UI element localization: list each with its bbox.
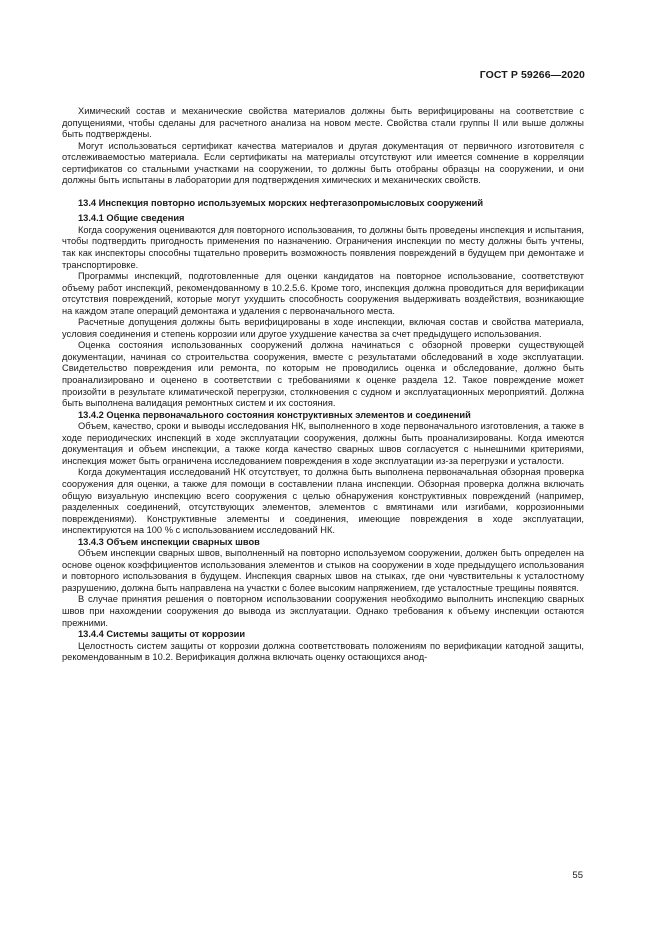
paragraph: Когда сооружения оцениваются для повторного использования, то должны быть проведены инспекция и испытания, чтобы подтвердить пригодность применения по назначению. Ограничения инспекции по месту должны быть учтены, так как инспекторы способны тщательно проверить возможность появления повреждений в будущем при демонтаже и транспортировке.: [62, 224, 584, 270]
paragraph: Объем инспекции сварных швов, выполненный на повторно используемом сооружении, должен быть определен на основе оценок коэффициентов использования элементов и стыков на сооружении в ходе предыдущего использования и повторного использования в будущем. Инспекция сварных швов на стыках, где они чувствительны к усталостному разрушению, должна быть направлена на участки с более высоким напряжением, где усталостные трещины появятся.: [62, 548, 584, 593]
paragraph: В случае принятия решения о повторном использовании сооружения необходимо выполнить инспекцию сварных швов при нахождении сооружения до вывода из эксплуатации. Однако требования к объему инспекции остаются прежними.: [62, 594, 584, 628]
page-number: 55: [572, 870, 583, 881]
paragraph: Могут использоваться сертификат качества материалов и другая документация от первичного изготовителя с отслеживаемостью материала. Если сертификаты на материалы отсутствуют или имеется сомнение в корреляции сертификатов со стальными участками на сооружении, то должны быть отобраны образцы на сооружении, и они должны быть испытаны в лаборатории для подтверждения химических и механических свойств.: [62, 140, 584, 186]
subsection-heading: 13.4.4 Системы защиты от коррозии: [78, 629, 246, 640]
section-heading: 13.4 Инспекция повторно используемых морских нефтегазопромысловых сооружений: [78, 197, 484, 208]
paragraph: Целостность систем защиты от коррозии должна соответствовать положениям по верификации катодной защиты, рекомендованным в 10.2. Верификация должна включать оценку остающихся анод-: [62, 640, 584, 663]
paragraph: Оценка состояния использованных сооружений должна начинаться с обзорной проверки существующей документации, начиная со строительства сооружения, вместе с результатами обследований в ходе эксплуатации. Свидетельство повреждения или ремонта, по которым не проводились оценка и обследование, должно быть проанализировано и оценено в соответствии с требованиями к оценке раздела 12. Такое повреждение может произойти в результате климатической перегрузки, столкновения с судном и эксплуатационных мероприятий. Должна быть выполнена валидация ремонтных систем и их состояния.: [62, 340, 584, 409]
paragraph: Объем, качество, сроки и выводы исследования НК, выполненного в ходе первоначального изготовления, а также в ходе периодических инспекций в ходе эксплуатации сооружения, должны быть проанализированы. Когда имеются документация и объем инспекции, а также когда качество сварных швов согласуется с нынешними критериями, инспекция может быть ограничена исследованием повреждения в ходе эксплуатации из-за перегрузки и усталости.: [62, 421, 584, 466]
subsection-heading: 13.4.2 Оценка первоначального состояния конструктивных элементов и соединений: [78, 409, 471, 420]
paragraph: Расчетные допущения должны быть верифицированы в ходе инспекции, включая состав и свойства материала, условия соединения и степень коррозии или другое ухудшение качества за счет предыдущего использования.: [62, 317, 584, 339]
paragraph: Когда документация исследований НК отсутствует, то должна быть выполнена первоначальная обзорная проверка сооружения для оценки, а также для помощи в составлении плана инспекции. Обзорная проверка должна включать общую визуальную инспекцию всего сооружения с целью обнаружения конструктивных повреждений (например, разделенных соединений, отсутствующих элементов, элементов с вмятинами или изгибами, коррозионными повреждениями). Конструктивные элементы и соединения, имеющие повреждения в ходе эксплуатации, инспектируются на 100 % с использованием исследований НК.: [62, 467, 584, 536]
subsection-heading: 13.4.1 Общие сведения: [78, 213, 185, 224]
paragraph: Химический состав и механические свойства материалов должны быть верифицированы на соответствие с допущениями, чтобы сделаны для расчетного анализа на новом месте. Свойства стали группы II или выше должны быть подтверждены.: [62, 106, 584, 140]
standard-designation: ГОСТ Р 59266—2020: [479, 69, 585, 81]
document-body: [62, 106, 584, 664]
subsection-heading: 13.4.3 Объем инспекции сварных швов: [78, 536, 260, 547]
paragraph: Программы инспекций, подготовленные для оценки кандидатов на повторное использование, соответствуют объему работ инспекций, рекомендованному в 10.2.5.6. Кроме того, инспекция должна проводиться для верификации отсутствия повреждений, которые могут ухудшить способность сооружения выдерживать воздействия, возникающие на каждом этапе операций демонтажа и удаления с первоначального места.: [62, 271, 584, 316]
